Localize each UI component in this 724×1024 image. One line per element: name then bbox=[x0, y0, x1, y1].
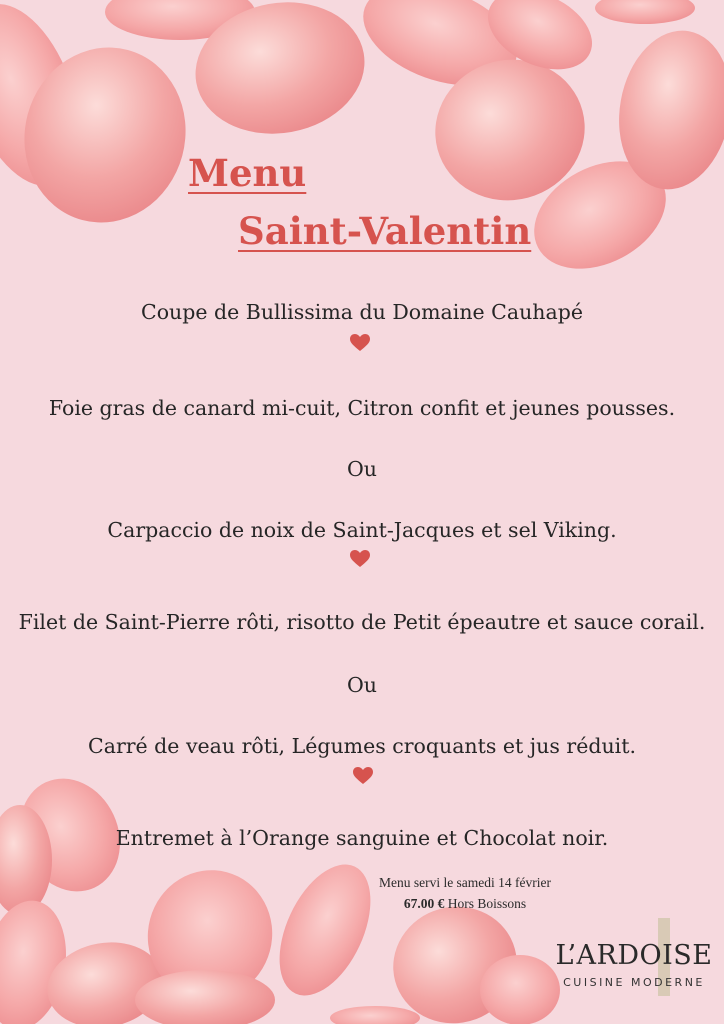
logo-name: L’ARDOISE bbox=[555, 940, 713, 971]
price-value: 67.00 € bbox=[403, 896, 445, 911]
menu-title-line-2: Saint-Valentin bbox=[238, 209, 532, 253]
course-main-2: Carré de veau rôti, Légumes croquants et jus réduit. bbox=[88, 734, 636, 758]
heart-icon bbox=[353, 767, 373, 785]
heart-icon bbox=[350, 550, 370, 568]
heart-icon bbox=[350, 334, 370, 352]
price-note: Hors Boissons bbox=[447, 896, 527, 911]
logo-tagline: CUISINE MODERNE bbox=[563, 976, 705, 989]
course-starter-2: Carpaccio de noix de Saint-Jacques et sel Viking. bbox=[107, 518, 617, 542]
course-starter-1: Foie gras de canard mi-cuit, Citron confit et jeunes pousses. bbox=[48, 396, 676, 420]
menu-title-line-1: Menu bbox=[188, 151, 307, 195]
course-dessert: Entremet à l’Orange sanguine et Chocolat noir. bbox=[115, 826, 609, 850]
course-main-1: Filet de Saint-Pierre rôti, risotto de Petit épeautre et sauce corail. bbox=[18, 610, 706, 634]
course-or-1: Ou bbox=[346, 457, 377, 481]
price-line bbox=[320, 896, 610, 912]
service-date-note: Menu servi le samedi 14 février bbox=[378, 875, 552, 890]
course-aperitif: Coupe de Bullissima du Domaine Cauhapé bbox=[141, 300, 583, 324]
course-or-2: Ou bbox=[346, 673, 377, 697]
restaurant-logo bbox=[548, 918, 720, 998]
